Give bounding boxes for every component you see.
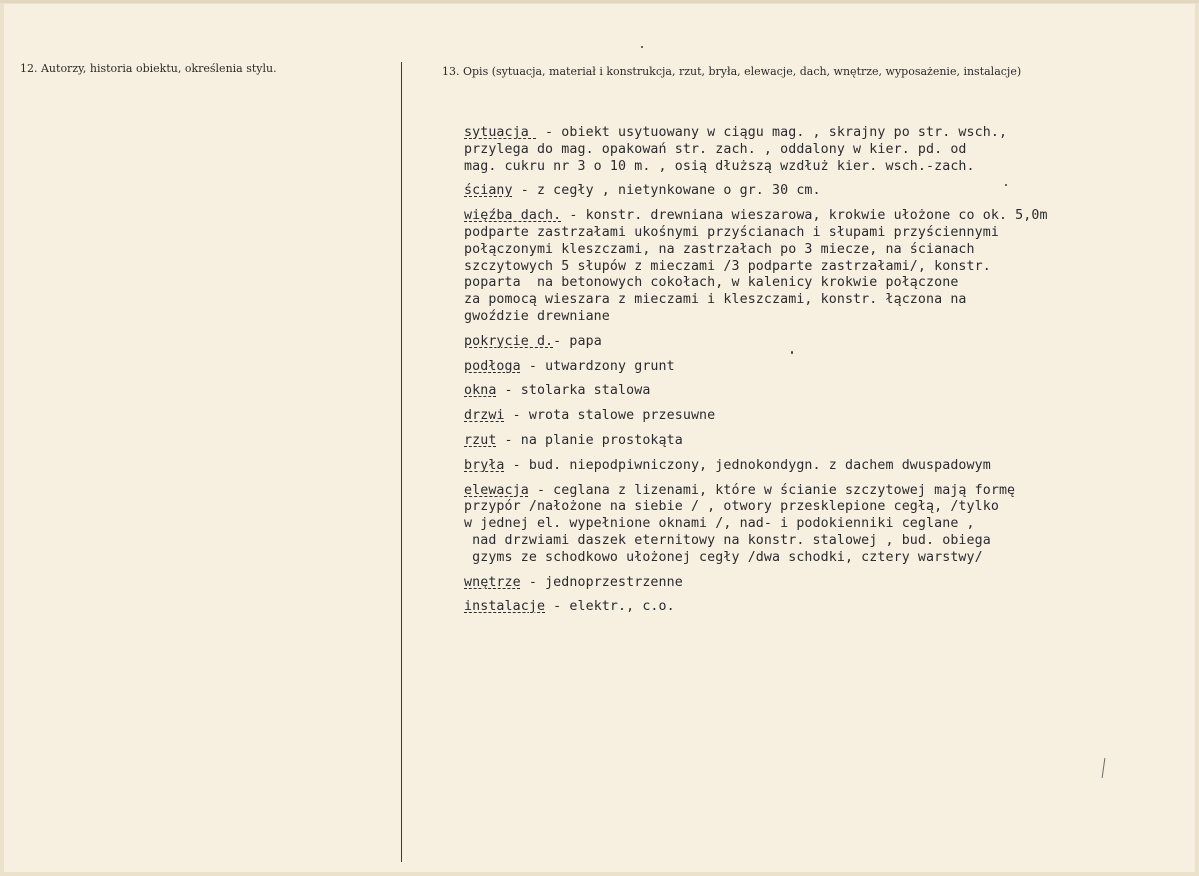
description-text: - obiekt usytuowany w ciągu mag. , skrajny po str. wsch., xyxy=(536,125,1008,140)
description-entry xyxy=(464,433,1199,450)
description-entry xyxy=(464,125,1199,175)
description-line xyxy=(464,359,1199,376)
description-entry xyxy=(464,575,1199,592)
field-12-label: 12. Autorzy, historia obiektu, określenia stylu. xyxy=(20,62,277,75)
description-entry xyxy=(464,334,1199,351)
description-text: - z cegły , nietynkowane o gr. 30 cm. xyxy=(512,183,821,199)
description-line xyxy=(464,599,1199,616)
description-line xyxy=(464,383,1199,400)
description-line xyxy=(464,309,1199,326)
description-text: gwoździe drewniane xyxy=(464,308,610,324)
description-line xyxy=(464,499,1199,516)
description-line xyxy=(464,533,1199,550)
description-text: - bud. niepodpiwniczony, jednokondygn. z dachem dwuspadowym xyxy=(504,457,991,473)
description-term: ściany xyxy=(464,183,513,199)
description-line xyxy=(464,159,1199,176)
description-term: podłoga xyxy=(464,358,521,374)
description-term: wnętrze xyxy=(464,574,521,590)
description-line xyxy=(464,275,1199,292)
description-text: mag. cukru nr 3 o 10 m. , osią dłuższą wzdłuż kier. wsch.-zach. xyxy=(464,158,975,174)
description-entry xyxy=(464,383,1199,400)
description-term: drzwi xyxy=(464,408,505,424)
description-term: instalacje xyxy=(464,599,546,615)
description-line xyxy=(464,242,1199,259)
description-text: przylega do mag. opakowań str. zach. , oddalony w kier. pd. od xyxy=(464,141,967,157)
description-line xyxy=(464,550,1199,567)
paper-speck xyxy=(1005,184,1007,186)
description-text: - jednoprzestrzenne xyxy=(520,574,683,590)
description-text: przypór /nałożone na siebie / , otwory przesklepione cegłą, /tylko xyxy=(464,499,999,515)
description-entry xyxy=(464,458,1199,475)
pencil-mark xyxy=(1102,758,1106,778)
description-entry xyxy=(464,483,1199,567)
description-term: bryła xyxy=(464,457,505,473)
description-text: za pomocą wieszara z mieczami i kleszczami, konstr. łączona na xyxy=(464,292,967,308)
description-entry xyxy=(464,208,1199,326)
description-term: sytuacja xyxy=(464,125,537,140)
description-term: okna xyxy=(464,383,497,399)
description-line xyxy=(464,408,1199,425)
description-line xyxy=(464,334,1199,351)
description-text: nad drzwiami daszek eternitowy na konstr. stalowej , bud. obiega xyxy=(464,532,991,548)
description-text: połączonymi kleszczami, na zastrzałach po 3 miecze, na ścianach xyxy=(464,241,975,257)
description-text: w jednej el. wypełnione oknami /, nad- i podokienniki ceglane , xyxy=(464,516,975,532)
description-text: szczytowych 5 słupów z mieczami /3 podparte zastrzałami/, konstr. xyxy=(464,258,991,274)
description-entry xyxy=(464,599,1199,616)
description-line xyxy=(464,142,1199,159)
description-text: podparte zastrzałami ukośnymi przyścianach i słupami przyściennymi xyxy=(464,224,999,240)
typed-description xyxy=(464,125,1199,624)
description-line xyxy=(464,292,1199,309)
description-entry xyxy=(464,183,1199,200)
field-13-label: 13. Opis (sytuacja, materiał i konstrukcja, rzut, bryła, elewacje, dach, wnętrze, wyposażenie, instalacje) xyxy=(442,65,1022,78)
description-line xyxy=(464,458,1199,475)
description-text: - konstr. drewniana wieszarowa, krokwie ułożone co ok. 5,0m xyxy=(561,208,1048,224)
description-text: - utwardzony grunt xyxy=(520,358,675,374)
paper-speck xyxy=(791,351,793,354)
description-text: - wrota stalowe przesuwne xyxy=(504,408,716,424)
description-text: - elektr., c.o. xyxy=(545,599,675,615)
description-text: - papa xyxy=(553,333,602,349)
description-text: - stolarka stalowa xyxy=(496,383,651,399)
card-top-edge xyxy=(0,0,1199,3)
description-line xyxy=(464,575,1199,592)
description-entry xyxy=(464,408,1199,425)
description-line xyxy=(464,433,1199,450)
description-text: poparta na betonowych cokołach, w kalenicy krokwie połączone xyxy=(464,275,959,291)
description-text: gzyms ze schodkowo ułożonej cegły /dwa schodki, cztery warstwy/ xyxy=(464,549,983,565)
description-term: elewacja xyxy=(464,482,529,498)
description-line xyxy=(464,259,1199,276)
description-text: - na planie prostokąta xyxy=(496,432,683,448)
description-text: - ceglana z lizenami, które w ścianie szczytowej mają formę xyxy=(528,482,1016,498)
description-term: pokrycie d. xyxy=(464,333,554,349)
description-line xyxy=(464,483,1199,500)
description-line xyxy=(464,183,1199,200)
column-divider xyxy=(401,62,402,862)
paper-speck xyxy=(641,46,643,48)
description-line xyxy=(464,125,1199,142)
description-line xyxy=(464,208,1199,225)
description-entry xyxy=(464,359,1199,376)
description-term: rzut xyxy=(464,432,497,448)
description-line xyxy=(464,516,1199,533)
description-line xyxy=(464,225,1199,242)
description-term: więźba dach. xyxy=(464,208,562,224)
